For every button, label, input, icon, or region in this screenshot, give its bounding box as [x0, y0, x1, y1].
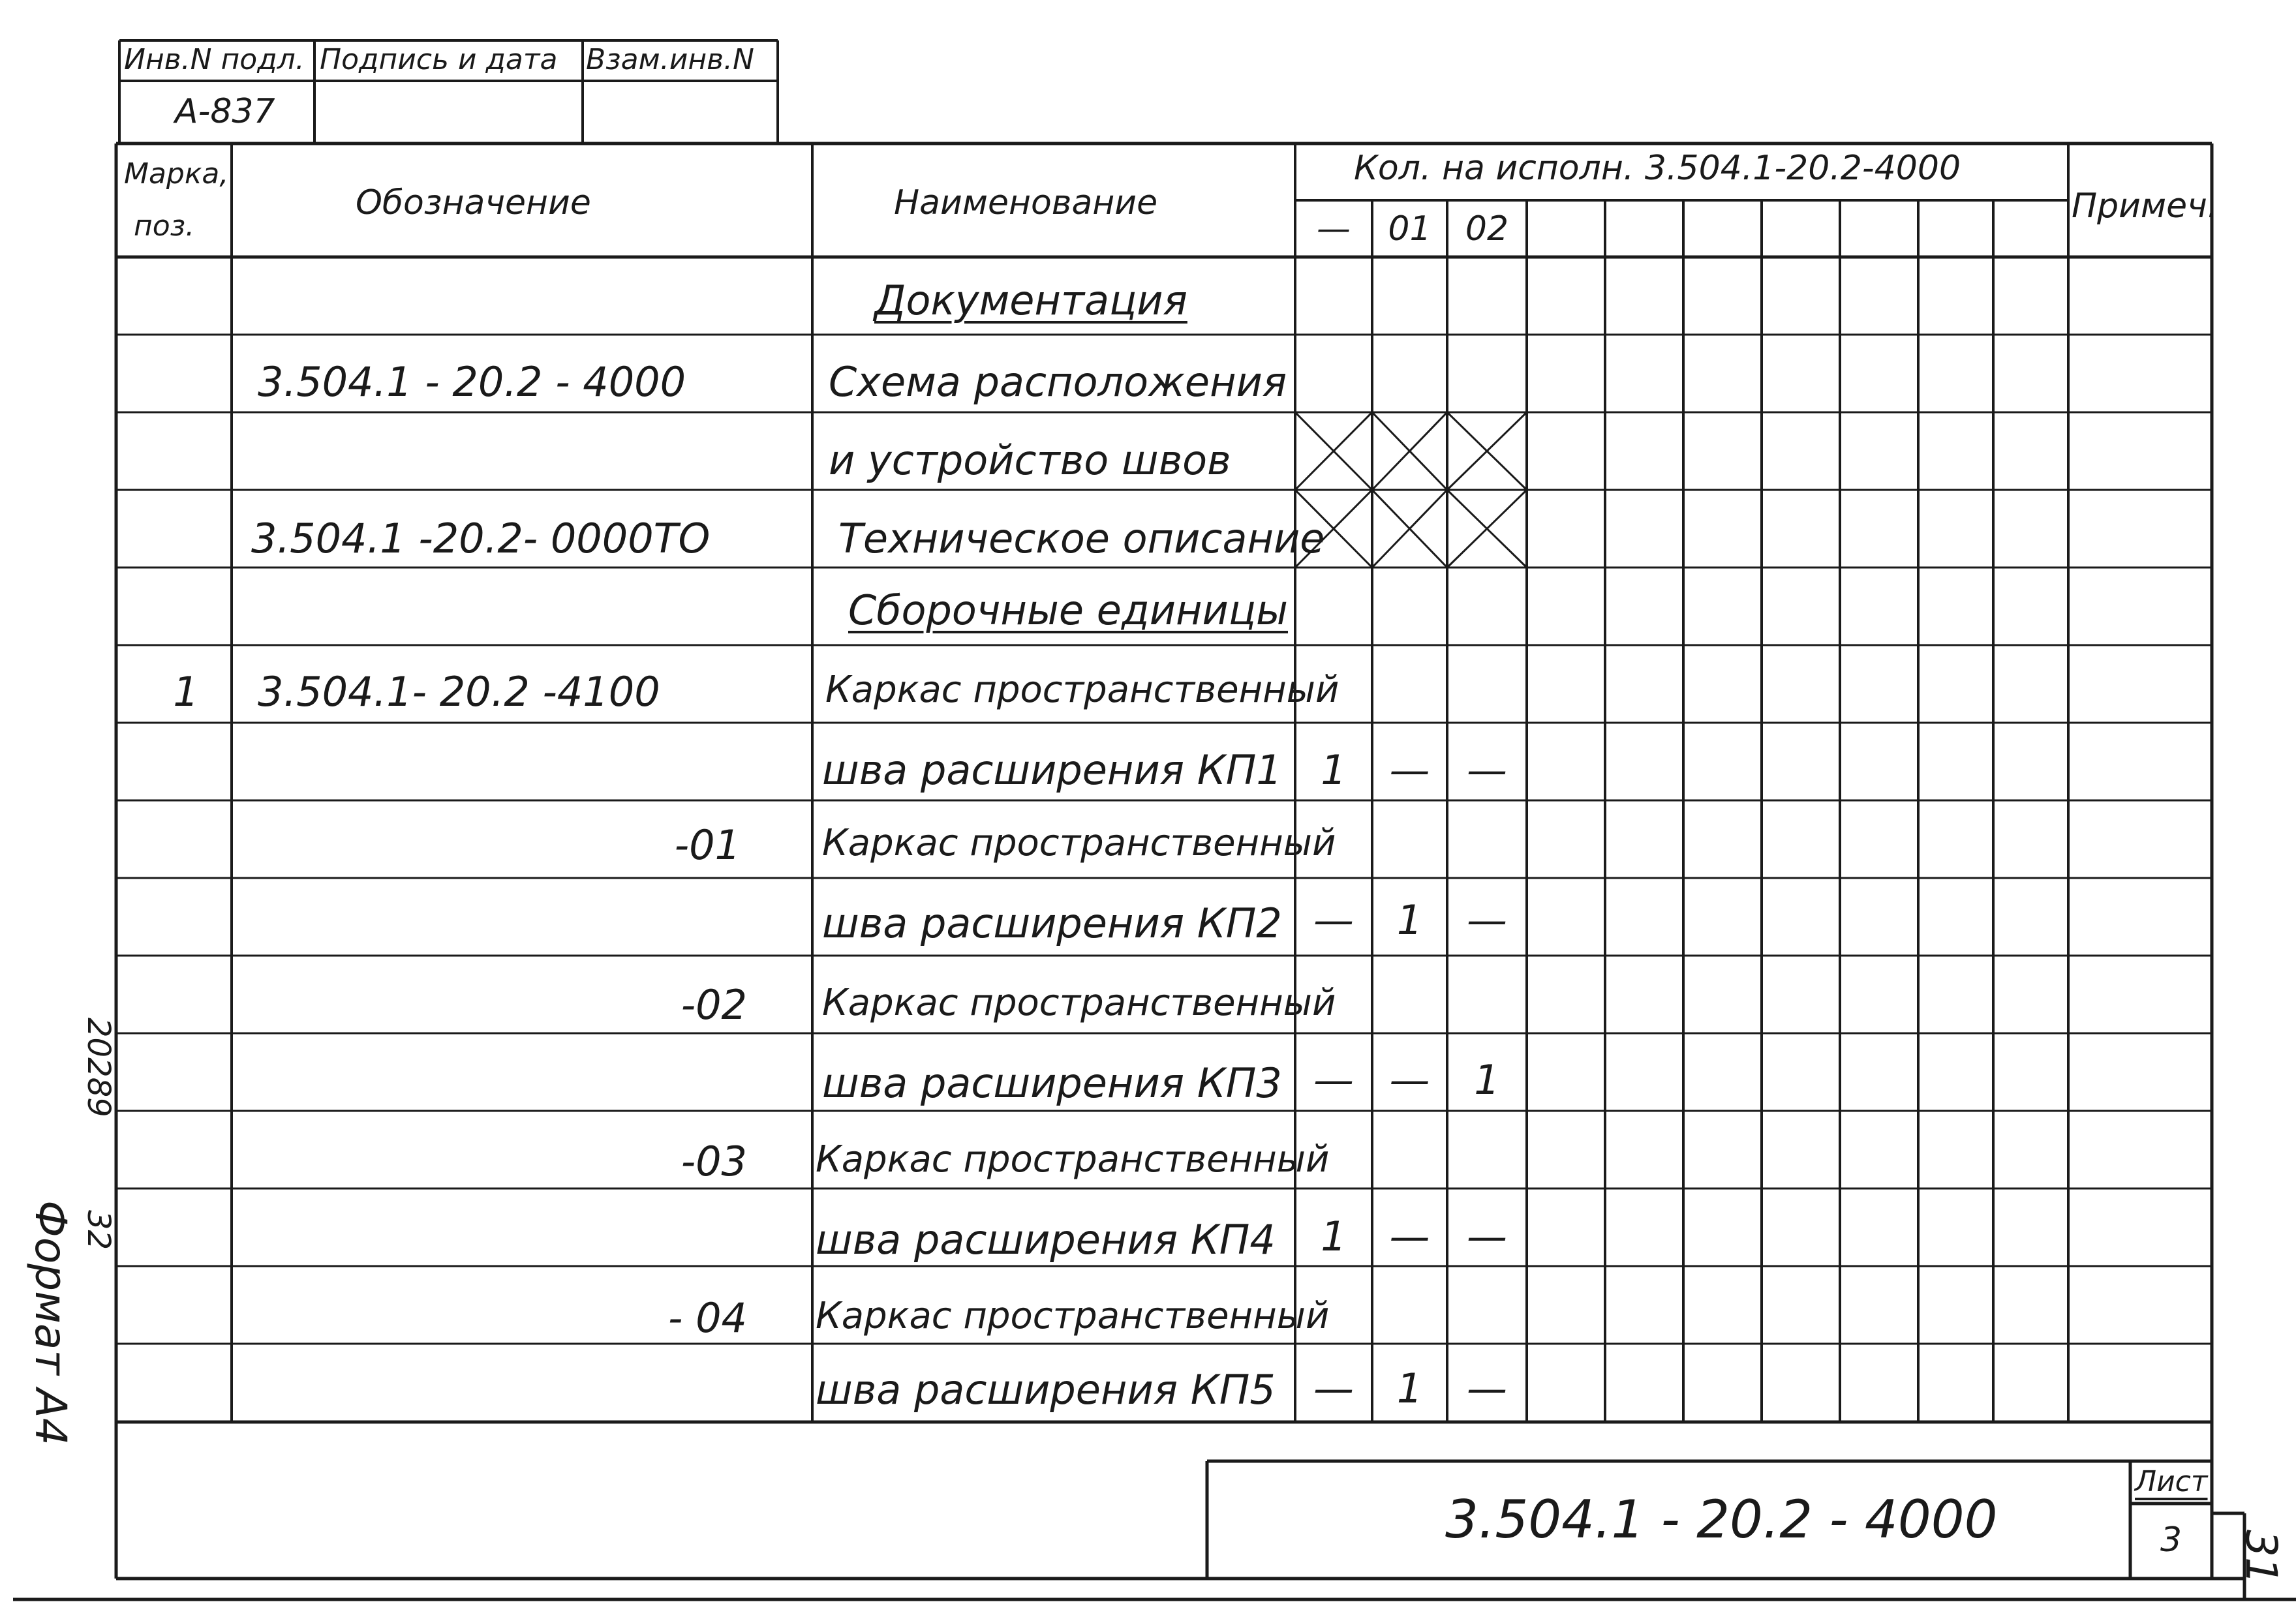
- row-name: Каркас пространственный: [822, 822, 1336, 864]
- row-name: шва расширения КП1: [822, 746, 1282, 794]
- row-designation: 3.504.1 - 20.2 - 4000: [258, 358, 686, 406]
- row-name: Схема расположения: [829, 358, 1287, 406]
- qty-cell: 1: [1396, 1365, 1423, 1412]
- row-designation: 3.504.1- 20.2 -4100: [258, 668, 660, 716]
- qty-cell: 1: [1396, 896, 1423, 944]
- row-name: Каркас пространственный: [816, 1295, 1330, 1337]
- stamp-inventory-number: А-837: [175, 92, 275, 131]
- qty-cell: —: [1467, 896, 1507, 944]
- qty-cell: —: [1389, 1213, 1430, 1260]
- variant-base: —: [1317, 209, 1351, 249]
- header-mark: Марка,: [124, 157, 229, 190]
- stamp-header-replacement: Взам.инв.N: [586, 43, 754, 76]
- stamp-header-inventory: Инв.N подл.: [124, 43, 305, 76]
- sheet-label: Лист: [2135, 1465, 2208, 1498]
- qty-cell: —: [1313, 1056, 1354, 1104]
- header-name: Наименование: [894, 183, 1158, 222]
- qty-cell: 1: [1321, 746, 1347, 794]
- variant-02: 02: [1465, 209, 1509, 249]
- row-name: шва расширения КП4: [816, 1216, 1276, 1263]
- header-note: Примеч.: [2072, 187, 2218, 226]
- row-name: шва расширения КП3: [822, 1059, 1282, 1107]
- row-name: Каркас пространственный: [825, 669, 1339, 711]
- qty-cell: 1: [1321, 1213, 1347, 1260]
- section-assembly-units: Сборочные единицы: [848, 586, 1289, 634]
- qty-cell: —: [1389, 746, 1430, 794]
- row-name: шва расширения КП2: [822, 900, 1282, 947]
- row-designation: - 04: [668, 1294, 747, 1342]
- sheet-number: 3: [2160, 1521, 2182, 1560]
- row-designation: -01: [674, 821, 741, 869]
- row-name: Каркас пространственный: [816, 1138, 1330, 1181]
- document-code: 3.504.1 - 20.2 - 4000: [1445, 1489, 1998, 1550]
- margin-numbers: 20289: [80, 1018, 117, 1117]
- qty-cell: —: [1467, 1365, 1507, 1412]
- header-designation: Обозначение: [356, 183, 591, 222]
- page-number: 31: [2236, 1530, 2286, 1584]
- row-name: и устройство швов: [829, 436, 1231, 484]
- margin-number-2: 32: [80, 1210, 117, 1250]
- qty-cell: —: [1467, 1213, 1507, 1260]
- row-name: Техническое описание: [838, 515, 1325, 562]
- row-designation: -02: [681, 981, 747, 1029]
- header-position: поз.: [134, 209, 195, 243]
- header-quantity: Кол. на исполн. 3.504.1-20.2-4000: [1354, 149, 1961, 188]
- row-mark: 1: [173, 668, 199, 716]
- stamp-header-signature: Подпись и дата: [320, 43, 558, 76]
- format-label: Формат А4: [25, 1200, 76, 1445]
- row-designation: 3.504.1 -20.2- 0000ТО: [251, 515, 711, 562]
- qty-cell: —: [1467, 746, 1507, 794]
- qty-cell: —: [1313, 896, 1354, 944]
- row-name: Каркас пространственный: [822, 982, 1336, 1024]
- row-name: шва расширения КП5: [816, 1366, 1276, 1414]
- qty-cell: —: [1389, 1056, 1430, 1104]
- qty-cell: 1: [1474, 1056, 1500, 1104]
- row-designation: -03: [681, 1138, 747, 1185]
- variant-01: 01: [1388, 209, 1431, 249]
- qty-cell: —: [1313, 1365, 1354, 1412]
- section-documentation: Документация: [874, 277, 1187, 324]
